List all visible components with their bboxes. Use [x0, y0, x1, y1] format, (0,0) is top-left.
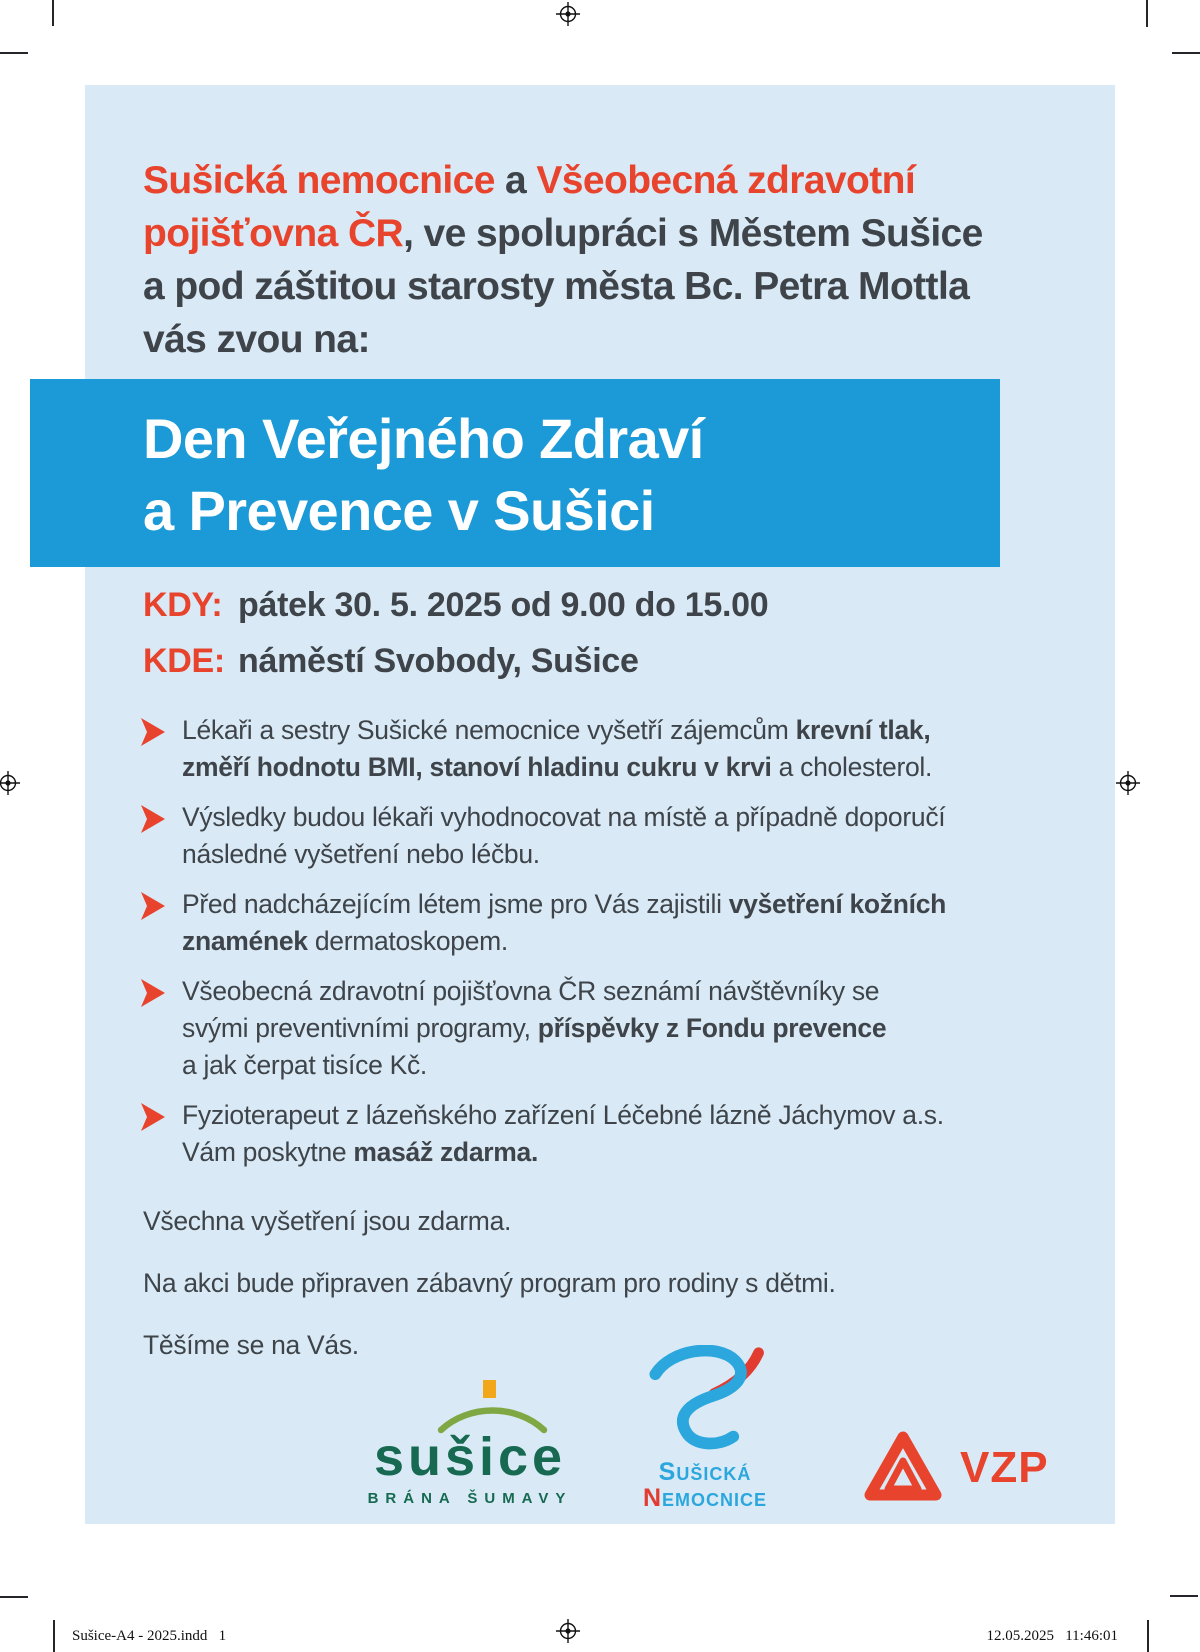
hospital-swirl-icon	[640, 1345, 770, 1457]
registration-mark-icon	[556, 1619, 580, 1643]
bullet-item	[140, 973, 1030, 1084]
vzp-triangle-icon	[860, 1427, 946, 1505]
text-line	[182, 712, 1030, 749]
when-row	[143, 586, 768, 625]
closing-paragraph: Těšíme se na Vás.	[143, 1330, 359, 1360]
text-line	[182, 1010, 1030, 1047]
text-segment: a	[494, 159, 537, 202]
text-segment: změří hodnotu BMI, stanoví hladinu cukru v krvi	[182, 752, 772, 782]
bullet-list	[140, 712, 1030, 1184]
crop-mark-top-right-v	[1146, 0, 1148, 27]
text-segment: znamének	[182, 926, 308, 956]
where-label: KDE:	[143, 642, 225, 680]
closing-paragraph: Na akci bude připraven zábavný program pro rodiny s dětmi.	[143, 1268, 836, 1298]
title-banner	[30, 379, 1000, 567]
closing-paragraphs	[143, 1203, 1043, 1389]
text-segment: Vám poskytne	[182, 1137, 354, 1167]
text-segment: Všeobecná zdravotní	[536, 159, 916, 202]
bullet-arrow-icon	[140, 1102, 166, 1132]
text-line	[182, 923, 1030, 960]
event-title-line2: a Prevence v Sušici	[143, 479, 655, 542]
bullet-item	[140, 886, 1030, 960]
vzp-logo-text: VZP	[960, 1443, 1049, 1492]
hospital-logo-rest: emocnice	[662, 1484, 768, 1512]
text-line	[143, 207, 1093, 260]
text-line	[182, 973, 1030, 1010]
text-segment: Fyzioterapeut z lázeňského zařízení Léčebné lázně Jáchymov a.s.	[182, 1100, 944, 1130]
bullet-arrow-icon	[140, 804, 166, 834]
text-line	[182, 886, 1030, 923]
crop-mark-bottom-left-v	[53, 1620, 55, 1652]
susice-logo-tagline: BRÁNA ŠUMAVY	[367, 1490, 573, 1507]
text-line	[182, 1047, 1030, 1084]
where-value: náměstí Svobody, Sušice	[238, 642, 639, 680]
bullet-arrow-icon	[140, 891, 166, 921]
text-segment: krevní tlak,	[795, 715, 931, 745]
bullet-arrow-icon	[140, 717, 166, 747]
event-title-line1: Den Veřejného Zdraví	[143, 407, 704, 470]
bullet-item	[140, 1097, 1030, 1171]
crop-mark-bottom-right-v	[1147, 1620, 1149, 1652]
text-segment: , ve spolupráci s Městem Sušice	[403, 212, 983, 255]
crop-mark-bottom-right-h	[1170, 1595, 1198, 1597]
text-line	[182, 1097, 1030, 1134]
hospital-logo-line2	[615, 1484, 795, 1513]
bullet-arrow-icon	[140, 978, 166, 1008]
text-segment: a pod záštitou starosty města Bc. Petra Mottla	[143, 265, 970, 308]
text-segment: Všeobecná zdravotní pojišťovna ČR seznámí návštěvníky se	[182, 976, 880, 1006]
text-line	[143, 260, 1093, 313]
text-segment: Sušická nemocnice	[143, 159, 495, 202]
crop-mark-top-left-h	[0, 52, 28, 54]
text-segment: masáž zdarma.	[353, 1137, 539, 1167]
text-line	[182, 1134, 1030, 1171]
susicka-nemocnice-logo	[615, 1345, 795, 1510]
text-segment: pojišťovna ČR	[143, 212, 404, 255]
registration-mark-icon	[1116, 771, 1140, 795]
when-label: KDY:	[143, 586, 223, 624]
text-segment: následné vyšetření nebo léčbu.	[182, 839, 540, 869]
text-line	[143, 313, 1093, 366]
closing-paragraph: Všechna vyšetření jsou zdarma.	[143, 1206, 512, 1236]
intro-heading	[143, 154, 1093, 366]
crop-mark-bottom-left-h	[0, 1596, 28, 1598]
text-segment: příspěvky z Fondu prevence	[537, 1013, 887, 1043]
text-segment: Před nadcházejícím létem jsme pro Vás zajistili	[182, 889, 729, 919]
text-segment: Výsledky budou lékaři vyhodnocovat na místě a případně doporučí	[182, 802, 946, 832]
text-segment: vás zvou na:	[143, 318, 370, 361]
when-value: pátek 30. 5. 2025 od 9.00 do 15.00	[238, 586, 769, 624]
hospital-logo-line1: Sušická	[658, 1458, 752, 1486]
susice-logo-name: sušice	[373, 1427, 567, 1487]
susice-city-logo	[355, 1378, 585, 1513]
footer-filename: Sušice-A4 - 2025.indd 1	[72, 1628, 227, 1644]
susice-logo-tower-icon	[483, 1380, 496, 1398]
registration-mark-icon	[0, 771, 20, 795]
text-line	[143, 154, 1093, 207]
where-row	[143, 642, 639, 681]
crop-mark-top-right-h	[1172, 52, 1200, 54]
vzp-logo	[855, 1427, 1070, 1512]
text-segment: dermatoskopem.	[307, 926, 508, 956]
text-line	[182, 749, 1030, 786]
text-segment: svými preventivními programy,	[182, 1013, 538, 1043]
text-segment: vyšetření kožních	[728, 889, 947, 919]
text-segment: Lékaři a sestry Sušické nemocnice vyšetří zájemcům	[182, 715, 796, 745]
text-line	[182, 799, 1030, 836]
crop-mark-top-left-v	[52, 0, 54, 26]
text-segment: a cholesterol.	[771, 752, 933, 782]
bullet-item	[140, 799, 1030, 873]
hospital-logo-initial: N	[642, 1484, 663, 1512]
registration-mark-icon	[556, 2, 580, 26]
footer-timestamp: 12.05.2025 11:46:01	[986, 1628, 1118, 1644]
text-segment: a jak čerpat tisíce Kč.	[182, 1050, 427, 1080]
text-line	[182, 836, 1030, 873]
bullet-item	[140, 712, 1030, 786]
